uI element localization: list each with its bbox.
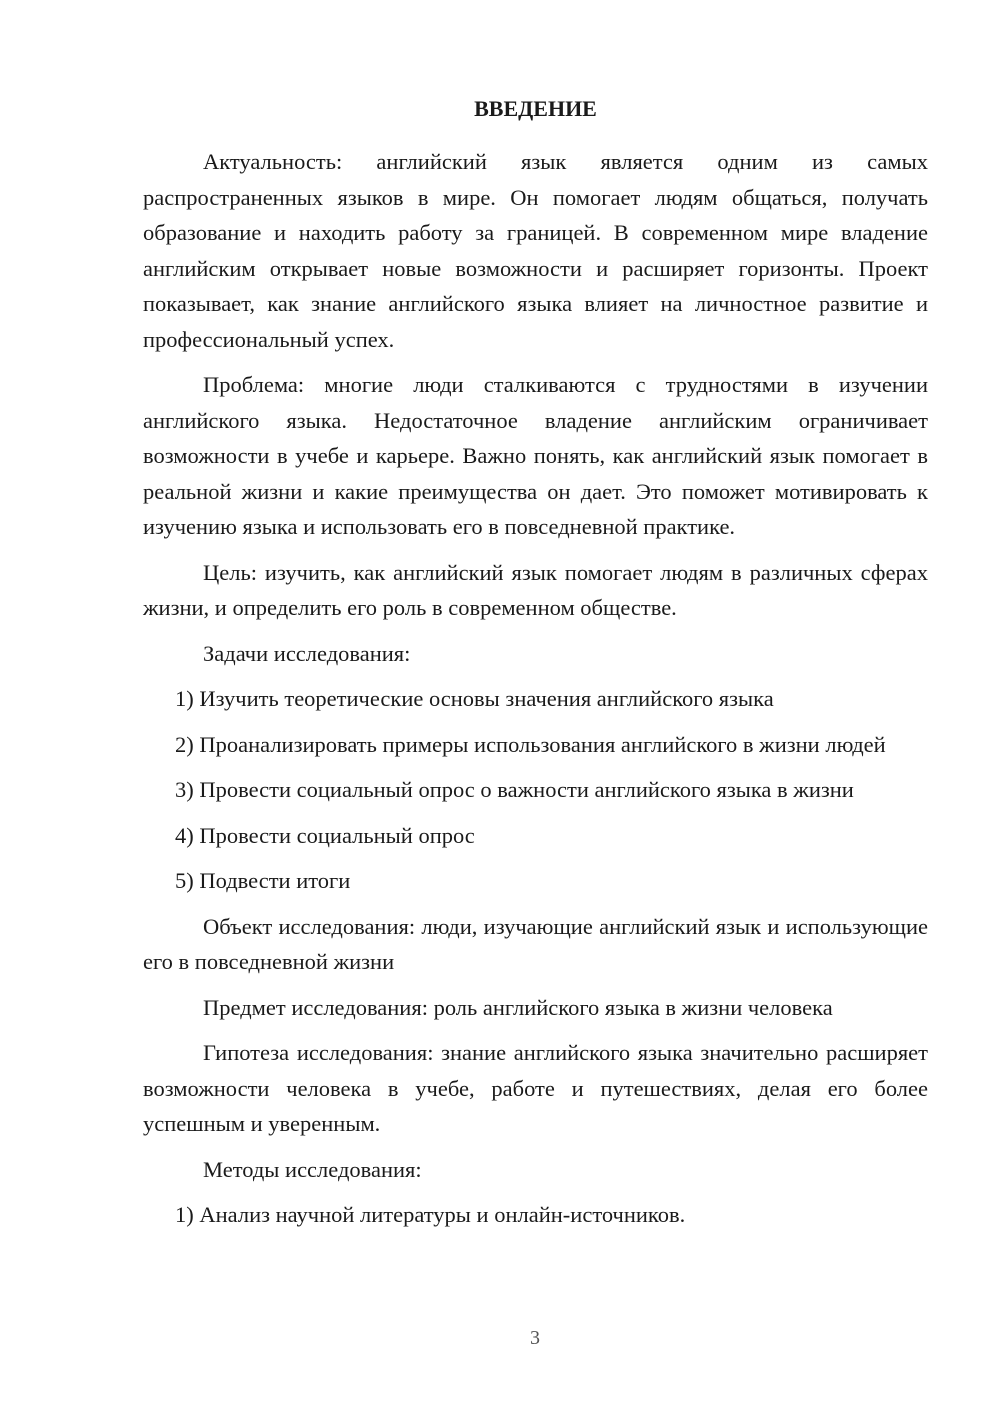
- object-paragraph: Объект исследования: люди, изучающие английский язык и использующие его в повседневной жизни: [143, 913, 928, 974]
- methods-heading: Методы исследования:: [203, 1156, 422, 1182]
- task-item: 2) Проанализировать примеры использования английского в жизни людей: [175, 731, 886, 757]
- task-item: 3) Провести социальный опрос о важности английского языка в жизни: [175, 777, 854, 802]
- page-number: 3: [530, 1327, 540, 1349]
- document-page: [143, 92, 928, 1243]
- task-item: 5) Подвести итоги: [175, 868, 351, 893]
- tasks-heading: Задачи исследования:: [203, 640, 411, 666]
- task-item: 4) Провести социальный опрос: [175, 822, 475, 848]
- subject-paragraph: Предмет исследования: роль английского языка в жизни человека: [203, 994, 833, 1020]
- problem-paragraph: Проблема: многие люди сталкиваются с трудностями в изучении английского языка. Недостаточное владение английским ограничивает возможности в учебе и карьере. Важно понять, как английский язык помогает в реальной жизни и какие преимущества он дает. Это поможет мотивировать к изучению языка и использовать его в повседневной практике.: [143, 372, 928, 539]
- document-title: ВВЕДЕНИЕ: [474, 96, 597, 121]
- hypothesis-paragraph: Гипотеза исследования: знание английского языка значительно расширяет возможности человека в учебе, работе и путешествиях, делая его более успешным и уверенным.: [143, 1040, 928, 1136]
- goal-paragraph: Цель: изучить, как английский язык помогает людям в различных сферах жизни, и определить его роль в современном обществе.: [143, 559, 928, 620]
- relevance-paragraph: Актуальность: английский язык является одним из самых распространенных языков в мире. Он помогает людям общаться, получать образование и находить работу за границей. В современном мире владение английским открывает новые возможности и расширяет горизонты. Проект показывает, как знание английского языка влияет на личностное развитие и профессиональный успех.: [143, 149, 928, 352]
- method-item: 1) Анализ научной литературы и онлайн-источников.: [175, 1202, 686, 1227]
- task-item: 1) Изучить теоретические основы значения английского языка: [175, 686, 774, 711]
